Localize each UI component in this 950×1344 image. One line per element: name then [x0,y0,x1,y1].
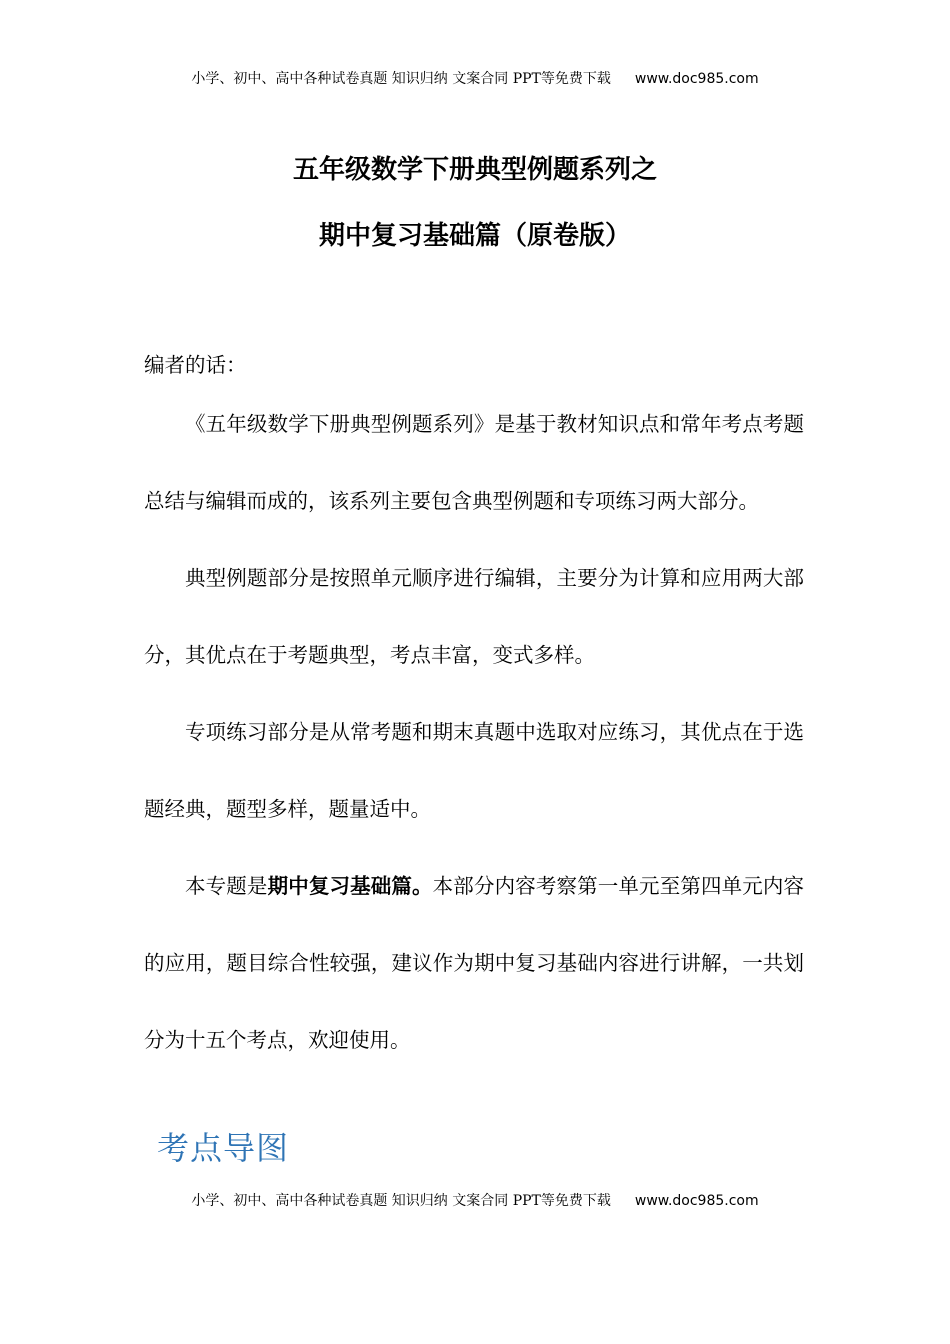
intro-paragraph-4 [144,848,804,1079]
page-header [0,67,950,91]
intro-paragraph-1: 《五年级数学下册典型例题系列》是基于教材知识点和常年考点考题总结与编辑而成的，该系列主要包含典型例题和专项练习两大部分。 [144,412,804,513]
document-title-line-2: 期中复习基础篇（原卷版） [318,221,631,251]
p4-rest: 本部分内容考察第一单元至第四单元内容的应用，题目综合性较强，建议作为期中复习基础内容进行讲解，一共划分为十五个考点，欢迎使用。 [144,874,805,1052]
intro-paragraph-3: 专项练习部分是从常考题和期末真题中选取对应练习，其优点在于选题经典，题型多样，题量适中。 [144,720,804,821]
section-heading-mindmap: 考点导图 [157,1129,290,1167]
document-title-line-1: 五年级数学下册典型例题系列之 [292,155,657,185]
p4-bold-topic: 期中复习基础篇。 [267,874,433,898]
page-footer [0,1189,950,1213]
intro-paragraph-2: 典型例题部分是按照单元顺序进行编辑，主要分为计算和应用两大部分，其优点在于考题典型，考点丰富，变式多样。 [144,566,804,667]
footer-site-link[interactable]: www.doc985.com [634,1193,759,1209]
intro-paragraphs [144,386,804,1079]
editor-note-label: 编者的话： [144,353,247,377]
footer-text: 小学、初中、高中各种试卷真题 知识归纳 文案合同 PPT等免费下载 [191,1193,611,1209]
header-text: 小学、初中、高中各种试卷真题 知识归纳 文案合同 PPT等免费下载 [191,71,611,87]
header-site-link[interactable]: www.doc985.com [634,71,759,87]
p4-prefix: 本专题是 [185,874,268,898]
